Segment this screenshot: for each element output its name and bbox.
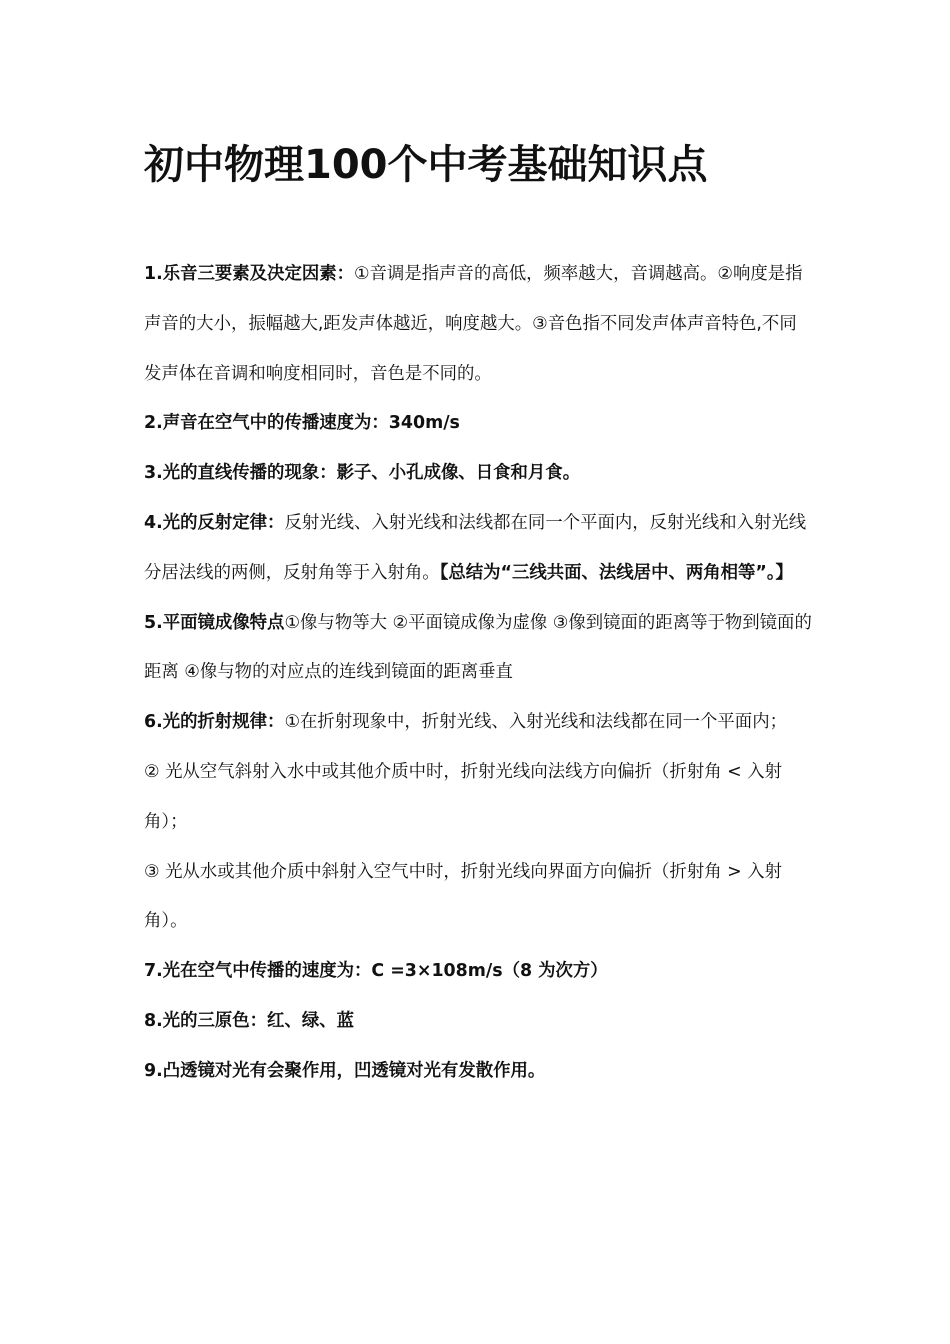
point-body: ①像与物等大 ②平面镜成像为虚像 ③像到镜面的距离等于物到镜面的距离 ④像与物的对应点的连线到镜面的距离垂直	[144, 612, 812, 683]
point-1	[144, 250, 812, 399]
point-heading: 5.平面镜成像特点	[144, 612, 285, 633]
point-3	[144, 449, 812, 499]
point-heading: 2.声音在空气中的传播速度为：340m/s	[144, 413, 460, 434]
point-body: ② 光从空气斜射入水中或其他介质中时，折射光线向法线方向偏折（折射角 < 入射角）；	[144, 761, 783, 832]
point-body: ①在折射现象中，折射光线、入射光线和法线都在同一个平面内；	[284, 712, 787, 733]
point-6	[144, 698, 812, 748]
point-8	[144, 997, 812, 1047]
point-heading: 1.乐音三要素及决定因素：	[144, 264, 355, 284]
point-4	[144, 499, 812, 599]
point-body: ③ 光从水或其他介质中斜射入空气中时，折射光线向界面方向偏折（折射角 > 入射角）。	[144, 861, 783, 932]
point-body: ①音调是指声音的高低，频率越大，音调越高。②响度是指声音的大小，振幅越大,距发声体越近，响度越大。③音色指不同发声体声音特色,不同发声体在音调和响度相同时，音色是不同的。	[144, 264, 803, 384]
point-2	[144, 399, 812, 449]
point-heading: 7.光在空气中传播的速度为：C =3×108m/s（8 为次方）	[144, 961, 608, 982]
point-heading: 9.凸透镜对光有会聚作用，凹透镜对光有发散作用。	[144, 1060, 546, 1081]
point-heading: 8.光的三原色：红、绿、蓝	[144, 1010, 355, 1031]
point-5	[144, 599, 812, 699]
point-heading: 3.光的直线传播的现象：影子、小孔成像、日食和月食。	[144, 463, 581, 484]
point-6-rule-3	[144, 848, 812, 948]
point-9	[144, 1047, 812, 1097]
point-summary: 【总结为“三线共面、法线居中、两角相等”。】	[439, 562, 793, 583]
point-body: 反射光线、入射光线和法线都在同一个平面内，反射光线和入射光线分居法线的两侧，反射角等于入射角。	[144, 512, 807, 583]
document-title: 初中物理100个中考基础知识点	[144, 142, 708, 188]
point-heading: 4.光的反射定律：	[144, 512, 285, 533]
point-6-rule-2	[144, 748, 812, 848]
point-heading: 6.光的折射规律：	[144, 712, 285, 733]
knowledge-list	[144, 250, 812, 1097]
point-7	[144, 947, 812, 997]
